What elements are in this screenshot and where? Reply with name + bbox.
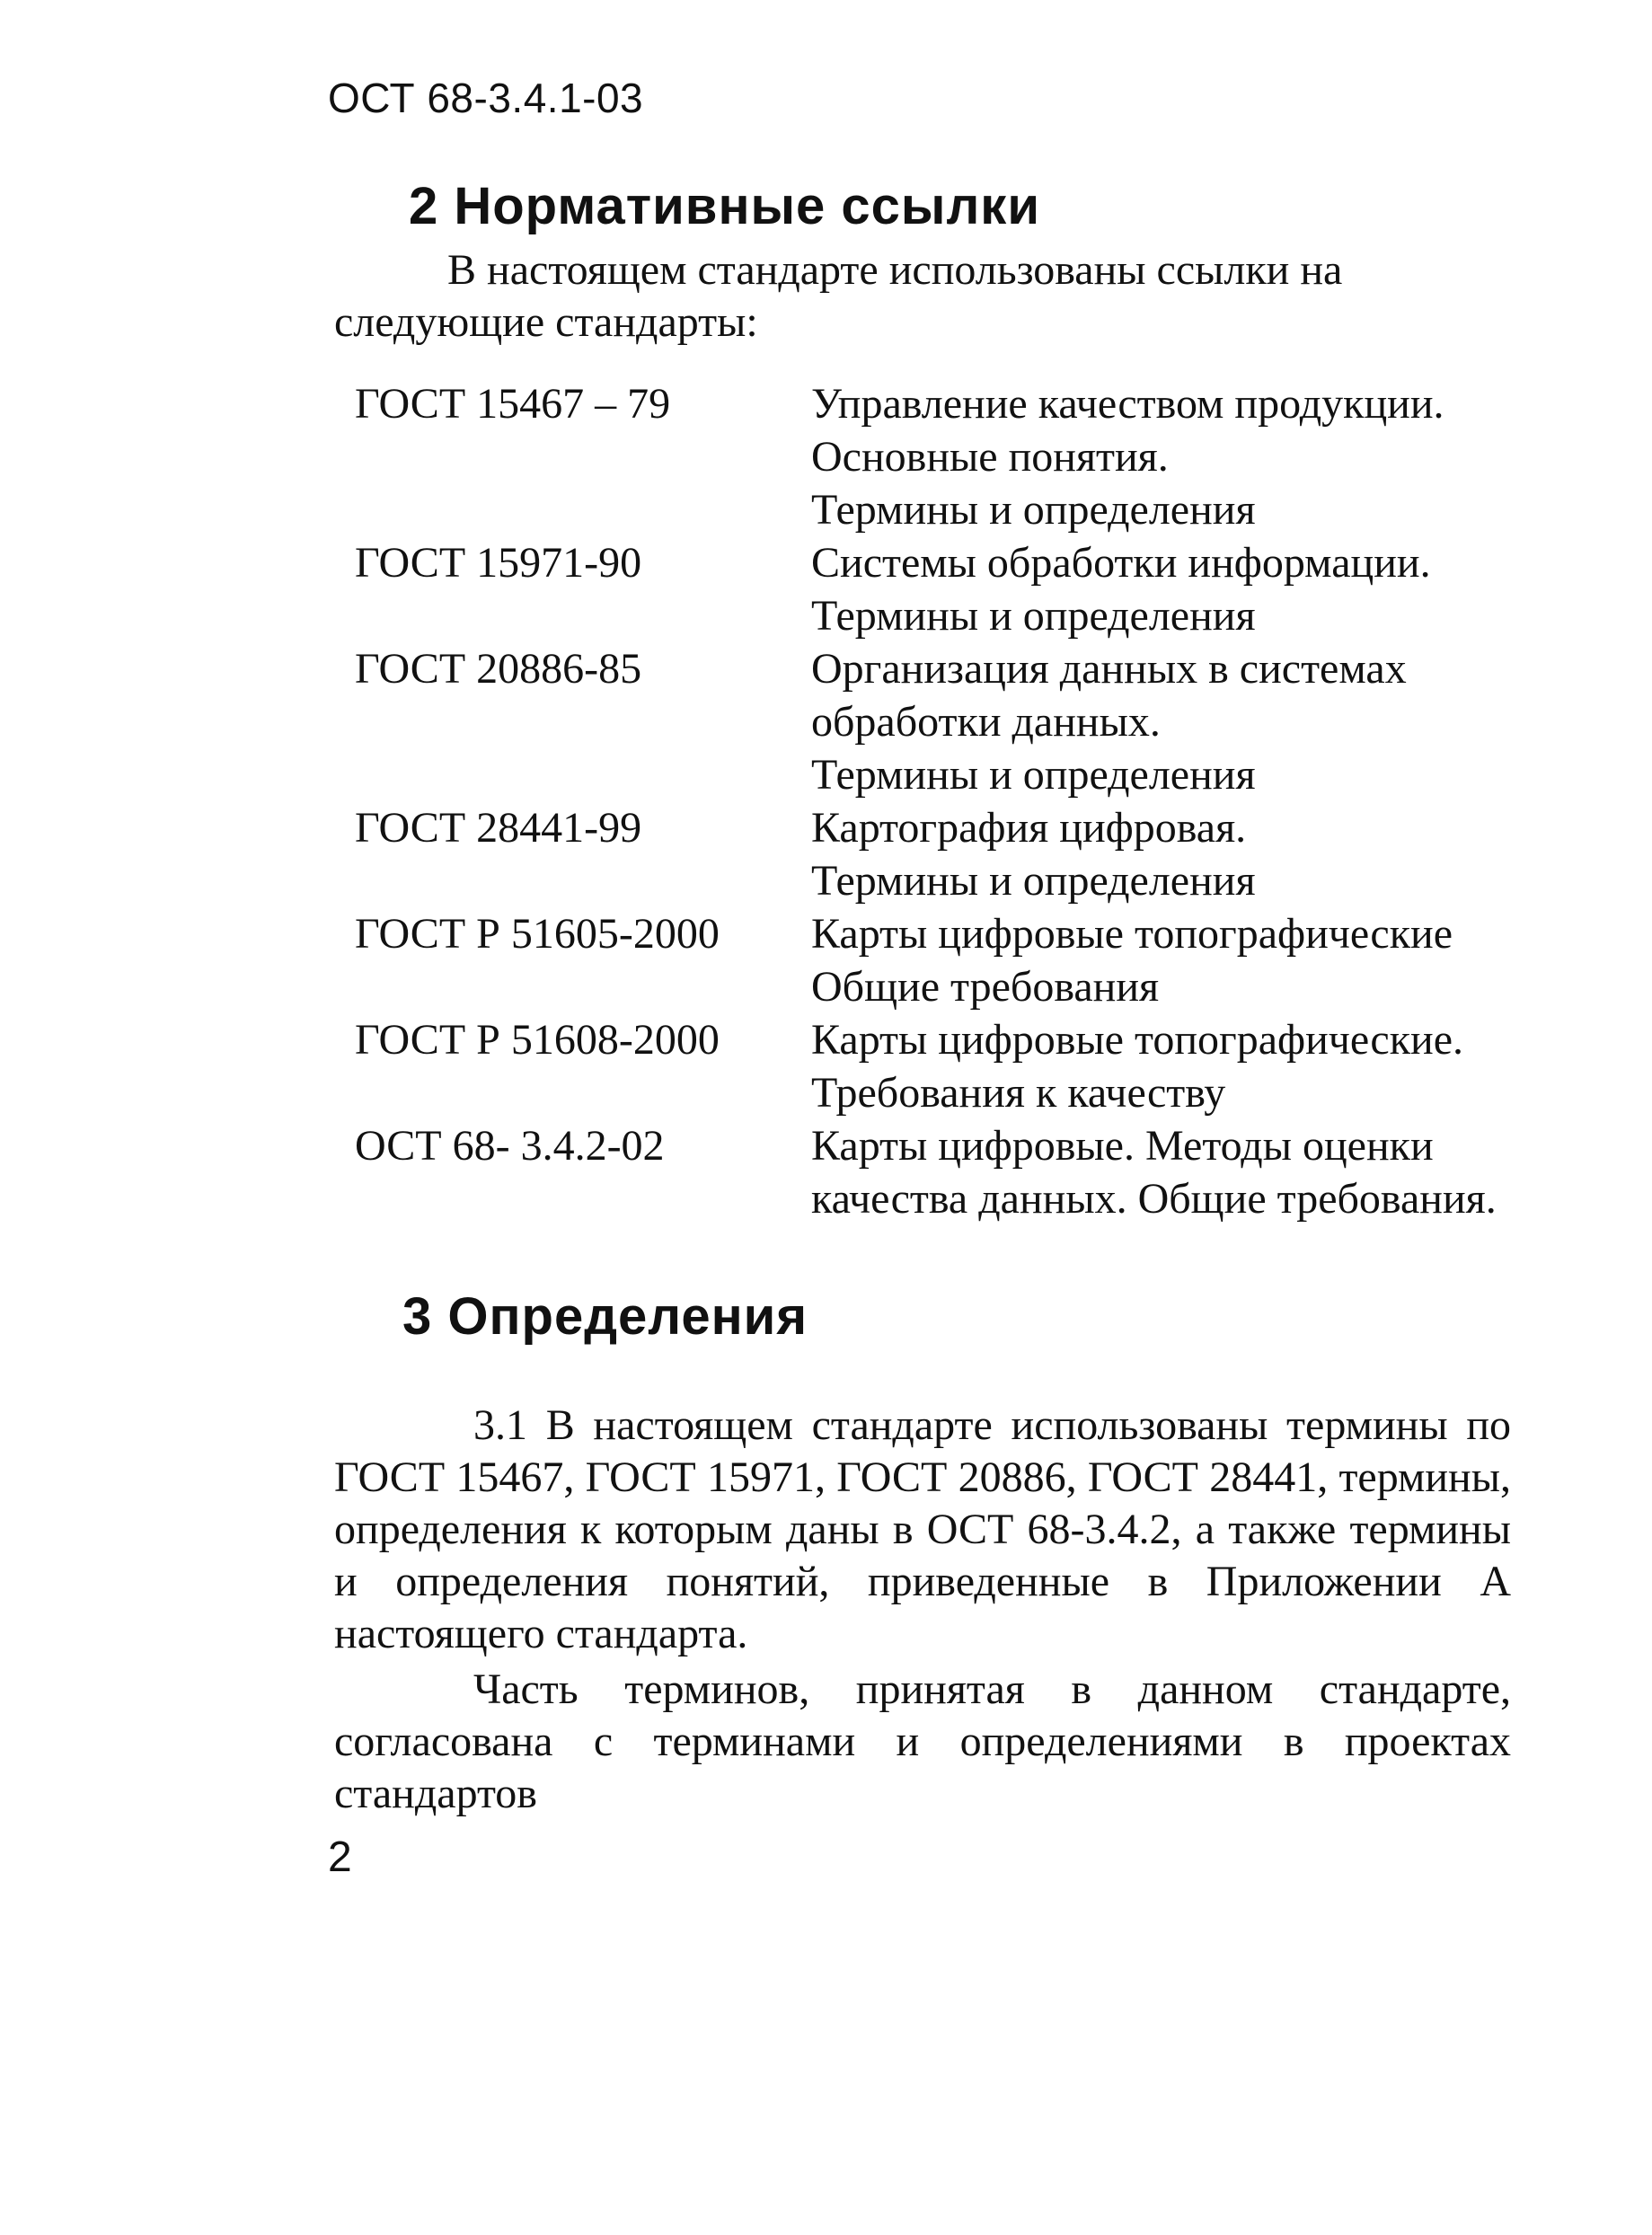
page-number: 2 bbox=[328, 1833, 352, 1881]
definitions-paragraph-2 bbox=[334, 1664, 1511, 1820]
reference-code: ГОСТ 15467 – 79 bbox=[355, 380, 671, 428]
reference-description bbox=[811, 642, 1523, 801]
reference-description-line: Термины и определения bbox=[811, 857, 1256, 905]
reference-code: ОСТ 68- 3.4.2-02 bbox=[355, 1122, 665, 1170]
reference-row bbox=[355, 642, 1523, 801]
reference-row bbox=[355, 907, 1523, 1013]
reference-description-line: Организация данных в системах bbox=[811, 645, 1407, 693]
reference-row bbox=[355, 1119, 1523, 1225]
reference-row bbox=[355, 536, 1523, 642]
reference-code: ГОСТ 28441-99 bbox=[355, 804, 642, 852]
reference-description-line: Общие требования bbox=[811, 963, 1160, 1011]
references-list bbox=[355, 377, 1523, 1225]
reference-description-line: обработки данных. bbox=[811, 698, 1161, 746]
reference-description-line: Требования к качеству bbox=[811, 1069, 1226, 1117]
reference-description-line: Основные понятия. bbox=[811, 433, 1169, 481]
definitions-paragraph-2-text: Часть терминов, принятая в данном стандарте, согласована с терминами и определениями в проектах стандартов bbox=[334, 1665, 1511, 1817]
reference-code: ГОСТ 20886-85 bbox=[355, 645, 642, 693]
reference-description-line: Термины и определения bbox=[811, 486, 1256, 534]
reference-code: ГОСТ 15971-90 bbox=[355, 539, 642, 587]
reference-description bbox=[811, 907, 1523, 1013]
reference-description-line: Картография цифровая. bbox=[811, 804, 1247, 852]
reference-description bbox=[811, 1013, 1523, 1119]
reference-description bbox=[811, 377, 1523, 536]
reference-description-line: Системы обработки информации. bbox=[811, 539, 1431, 587]
reference-description bbox=[811, 536, 1523, 642]
references-intro-text: В настоящем стандарте использованы ссылки на следующие стандарты: bbox=[334, 246, 1343, 346]
reference-description-line: Карты цифровые топографические bbox=[811, 910, 1453, 958]
reference-row bbox=[355, 1013, 1523, 1119]
definitions-paragraph-1 bbox=[334, 1400, 1511, 1660]
reference-description bbox=[811, 801, 1523, 907]
references-intro bbox=[334, 244, 1511, 349]
document-code: ОСТ 68-3.4.1-03 bbox=[328, 75, 644, 121]
reference-description bbox=[811, 1119, 1523, 1225]
reference-description-line: Карты цифровые. Методы оценки bbox=[811, 1122, 1434, 1170]
reference-description-line: качества данных. Общие требования. bbox=[811, 1175, 1497, 1223]
reference-description-line: Управление качеством продукции. bbox=[811, 380, 1444, 428]
reference-description-line: Карты цифровые топографические. bbox=[811, 1016, 1464, 1064]
reference-code: ГОСТ Р 51605-2000 bbox=[355, 910, 720, 958]
definitions-paragraph-1-text: 3.1 В настоящем стандарте использованы термины по ГОСТ 15467, ГОСТ 15971, ГОСТ 20886, ГОСТ 28441, термины, определения к которым даны в ОСТ 68-3.4.2, а также термины и определения понятий, приведенные в Приложении А настоящего стандарта. bbox=[334, 1401, 1511, 1657]
reference-description-line: Термины и определения bbox=[811, 751, 1256, 799]
reference-row bbox=[355, 377, 1523, 536]
section-heading-references: 2 Нормативные ссылки bbox=[409, 177, 1040, 235]
reference-row bbox=[355, 801, 1523, 907]
reference-description-line: Термины и определения bbox=[811, 592, 1256, 640]
section-heading-definitions: 3 Определения bbox=[402, 1287, 808, 1346]
reference-code: ГОСТ Р 51608-2000 bbox=[355, 1016, 720, 1064]
